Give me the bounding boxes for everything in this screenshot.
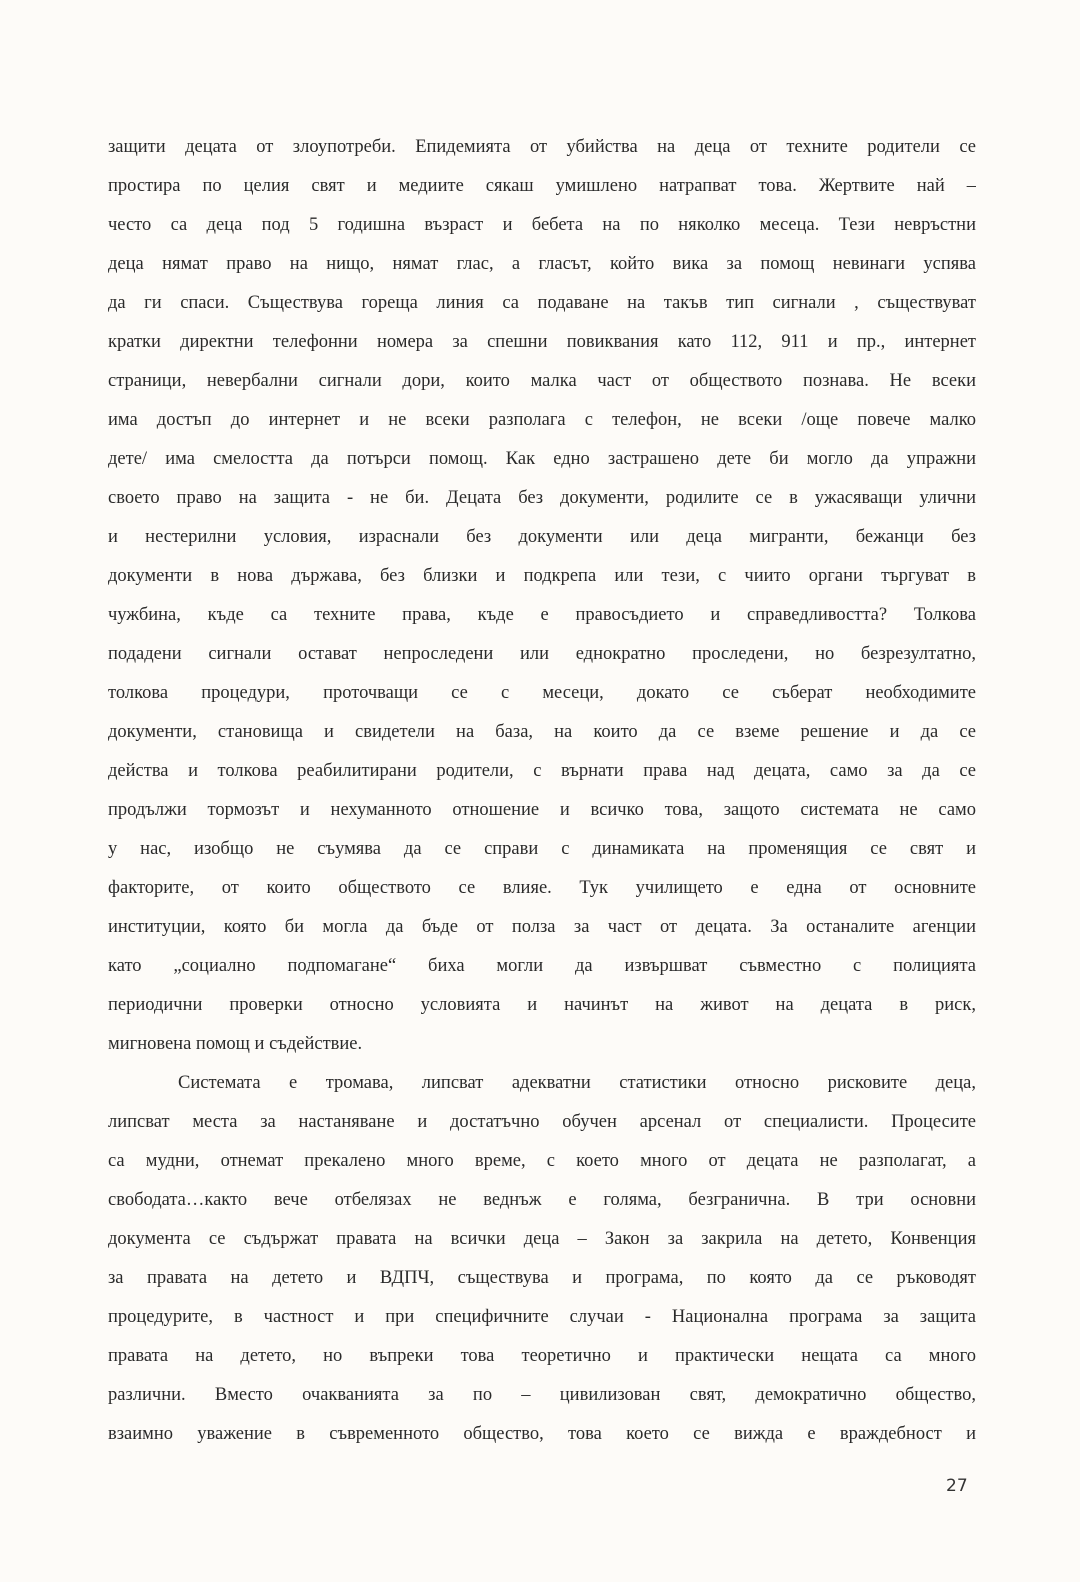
text-line: липсват места за настаняване и достатъчно обучен арсенал от специалисти. Процесите: [108, 1112, 976, 1132]
body-text: [108, 128, 976, 1454]
text-line: свободата…както вече отбелязах не веднъж е голяма, безгранична. В три основни: [108, 1190, 976, 1210]
text-line: мигновена помощ и съдействие.: [108, 1034, 363, 1054]
text-line: институции, която би могла да бъде от полза за част от децата. За останалите агенции: [108, 917, 976, 937]
text-line: дете/ има смелостта да потърси помощ. Как едно застрашено дете би могло да упражни: [108, 449, 976, 469]
paragraph-1: [108, 128, 976, 1064]
text-line: подадени сигнали остават непроследени или еднократно проследени, но безрезултатно,: [108, 644, 976, 664]
text-line: толкова процедури, проточващи се с месеци, докато се съберат необходимите: [108, 683, 976, 703]
text-line: документа се съдържат правата на всички деца – Закон за закрила на детето, Конвенция: [108, 1229, 976, 1249]
text-line: процедурите, в частност и при специфичните случаи - Национална програма за защита: [108, 1307, 976, 1327]
text-line: у нас, изобщо не съумява да се справи с динамиката на променящия се свят и: [108, 839, 976, 859]
text-line: страници, невербални сигнали дори, които малка част от обществото познава. Не всеки: [108, 371, 976, 391]
text-line: простира по целия свят и медиите сякаш умишлено натрапват това. Жертвите най –: [108, 176, 976, 196]
text-line: деца нямат право на нищо, нямат глас, а гласът, който вика за помощ невинаги успява: [108, 254, 976, 274]
text-line: защити децата от злоупотреби. Епидемията от убийства на деца от техните родители се: [108, 137, 976, 157]
text-line: чужбина, къде са техните права, къде е правосъдието и справедливостта? Толкова: [108, 605, 976, 625]
text-line: различни. Вместо очакванията за по – цивилизован свят, демократично общество,: [108, 1385, 976, 1405]
text-line: често са деца под 5 годишна възраст и бебета на по няколко месеца. Тези невръстни: [108, 215, 976, 235]
text-line: има достъп до интернет и не всеки разполага с телефон, не всеки /още повече малко: [108, 410, 976, 430]
text-line: за правата на детето и ВДПЧ, съществува и програма, по която да се ръководят: [108, 1268, 976, 1288]
text-line: правата на детето, но въпреки това теоретично и практически нещата са много: [108, 1346, 976, 1366]
text-line: документи в нова държава, без близки и подкрепа или тези, с чиито органи търгуват в: [108, 566, 976, 586]
text-line: продължи тормозът и нехуманното отношение и всичко това, защото системата не само: [108, 800, 976, 820]
text-line: действа и толкова реабилитирани родители, с върнати права над децата, само за да се: [108, 761, 976, 781]
text-line: да ги спаси. Съществува гореща линия са подаване на такъв тип сигнали , съществуват: [108, 293, 976, 313]
text-line: са мудни, отнемат прекалено много време, с което много от децата не разполагат, а: [108, 1151, 976, 1171]
text-line: периодични проверки относно условията и начинът на живот на децата в риск,: [108, 995, 976, 1015]
text-line: факторите, от които обществото се влияе. Тук училището е една от основните: [108, 878, 976, 898]
text-line: Системата е тромава, липсват адекватни статистики относно рисковите деца,: [178, 1073, 976, 1093]
text-line: своето право на защита - не би. Децата без документи, родилите се в ужасяващи улични: [108, 488, 976, 508]
text-line: документи, становища и свидетели на база, на които да се вземе решение и да се: [108, 722, 976, 742]
text-line: като „социално подпомагане“ биха могли да извършват съвместно с полицията: [108, 956, 976, 976]
text-line: взаимно уважение в съвременното общество, това което се вижда е враждебност и: [108, 1424, 976, 1444]
paragraph-2: [108, 1064, 976, 1454]
text-line: и нестерилни условия, израснали без документи или деца мигранти, бежанци без: [108, 527, 976, 547]
text-line: кратки директни телефонни номера за спешни повиквания като 112, 911 и пр., интернет: [108, 332, 976, 352]
page-number: 27: [946, 1476, 968, 1496]
